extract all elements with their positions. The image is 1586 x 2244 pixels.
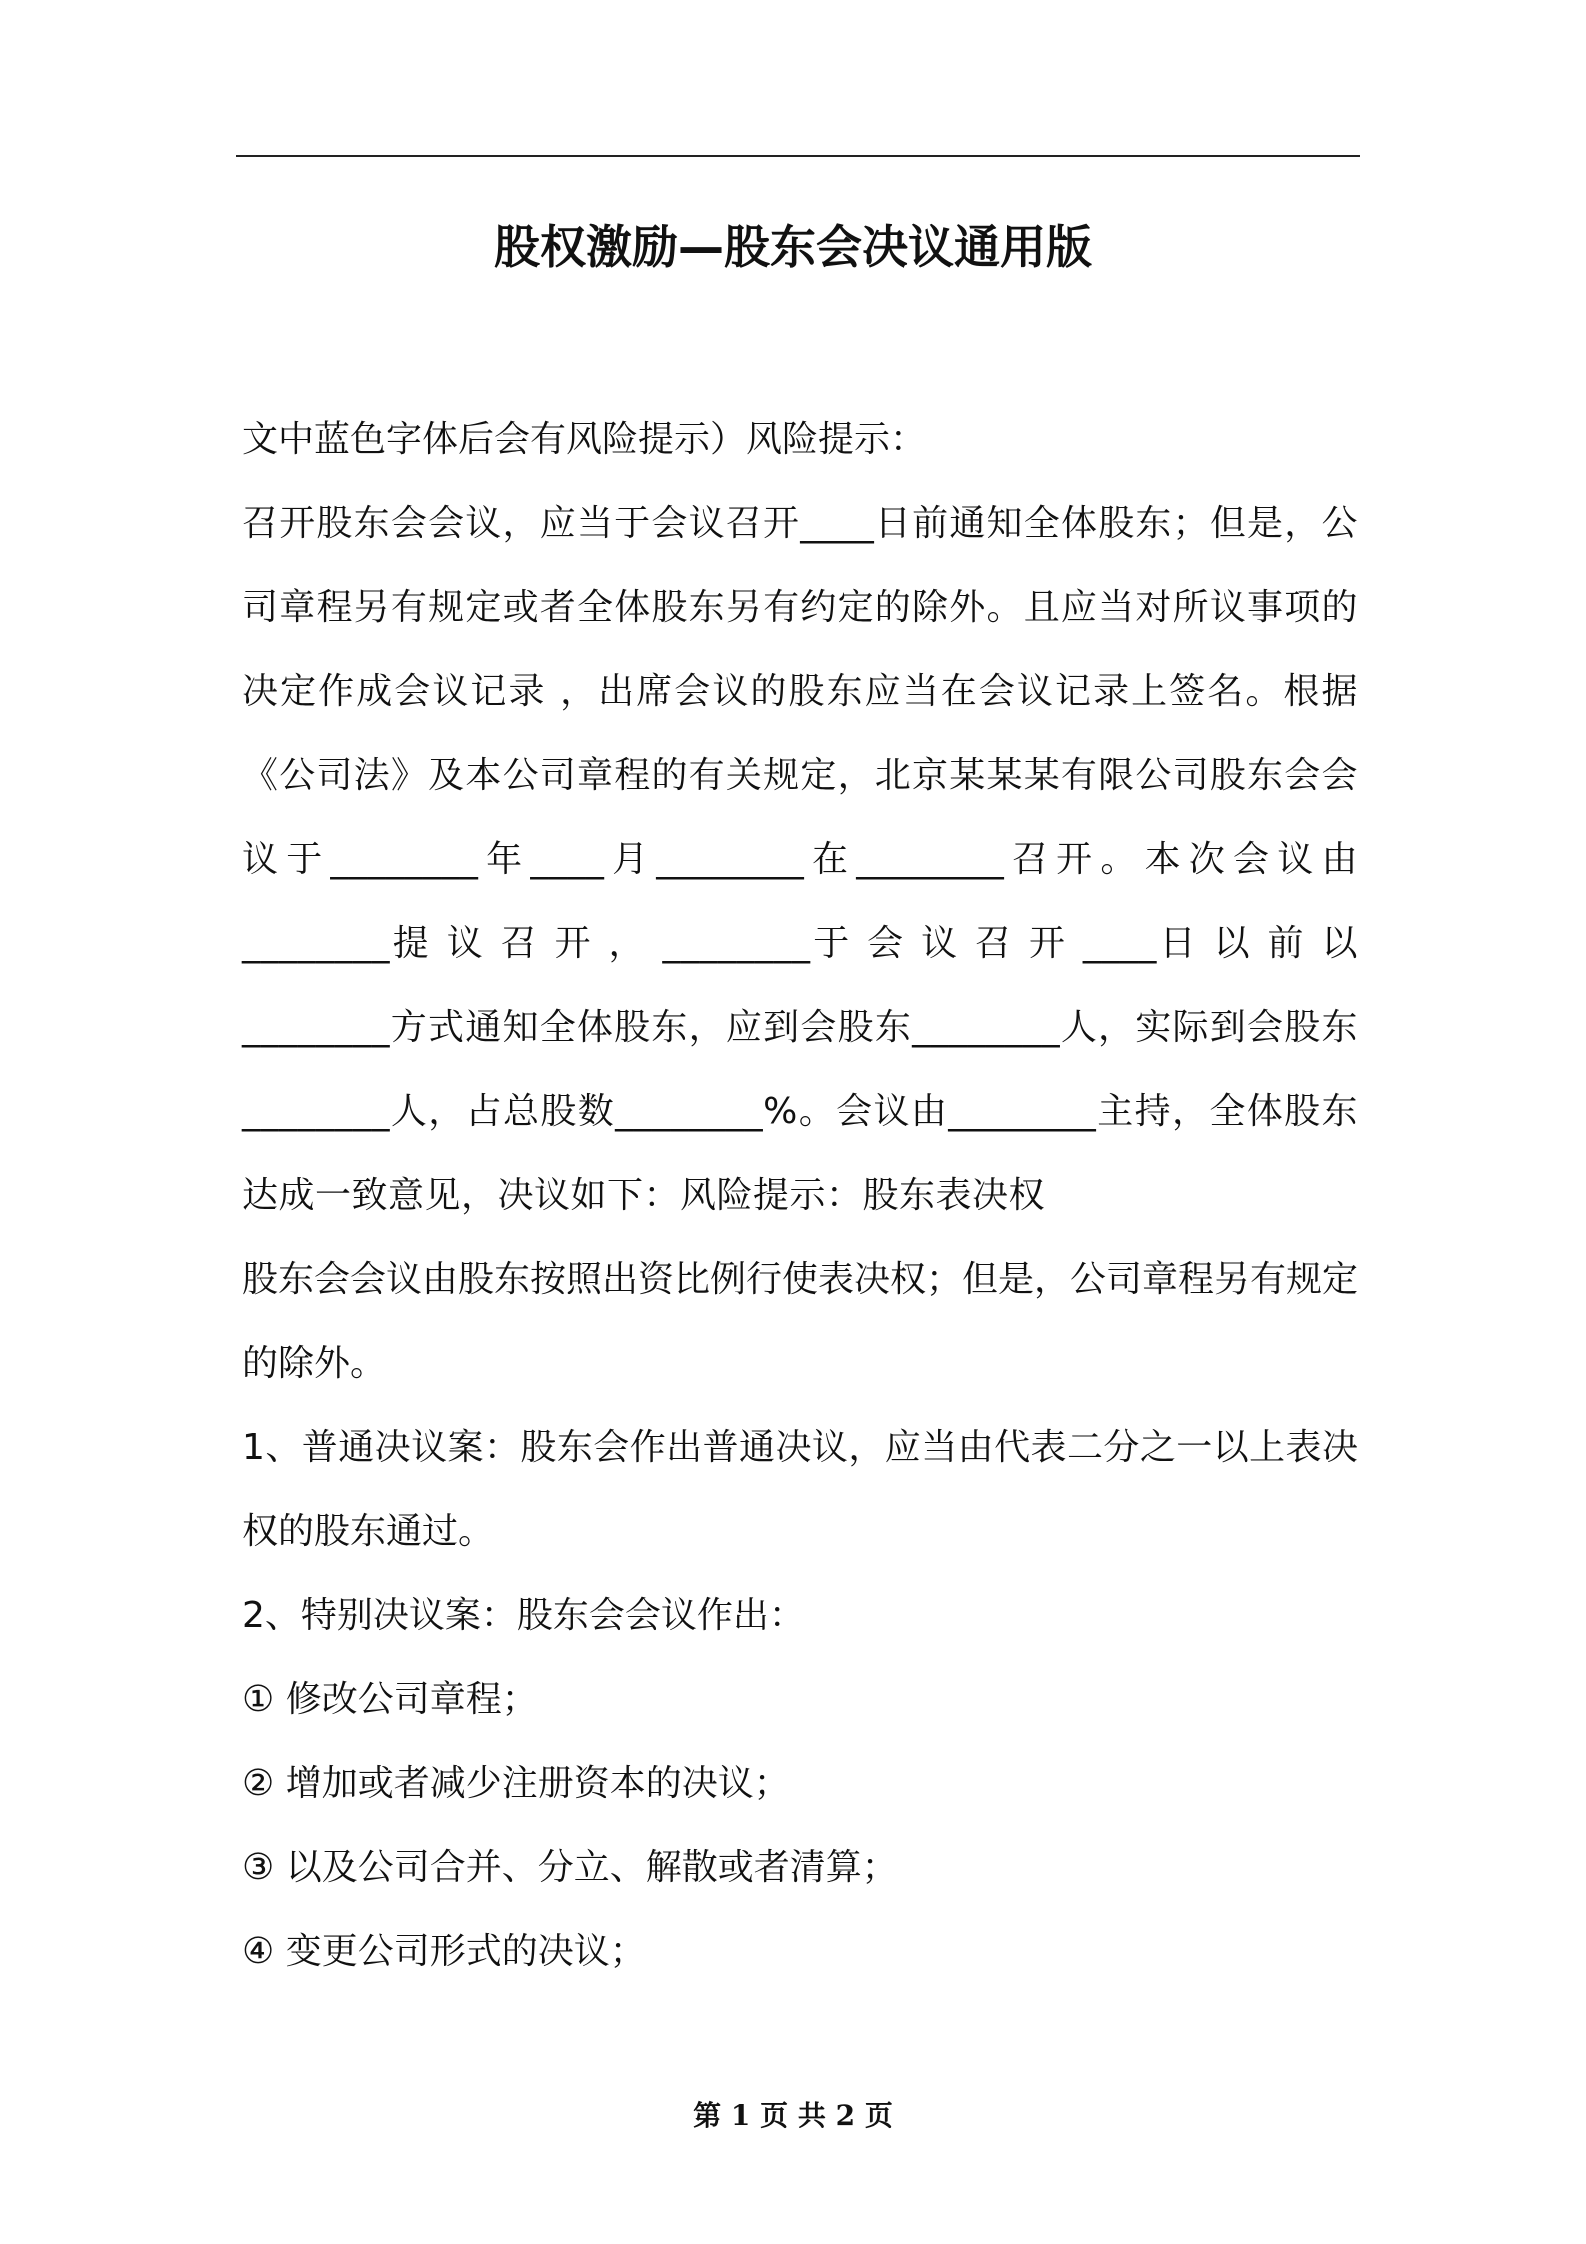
page-number: 第 1 页 共 2 页 — [693, 2099, 893, 2132]
header-rule — [236, 155, 1360, 157]
paragraph-voting-rights: 股东会会议由股东按照出资比例行使表决权；但是，公司章程另有规定的除外。 — [242, 1259, 1359, 1384]
list-item-merger-dissolution: ③ 以及公司合并、分立、解散或者清算； — [242, 1847, 898, 1888]
list-item-capital-change: ② 增加或者减少注册资本的决议； — [242, 1763, 790, 1804]
paragraph-ordinary-resolution: 1、普通决议案：股东会作出普通决议，应当由代表二分之一以上表决权的股东通过。 — [242, 1427, 1358, 1552]
document-body — [242, 398, 1358, 1994]
document-title: 股权激励—股东会决议通用版 — [494, 220, 1092, 274]
paragraph-special-resolution: 2、特别决议案：股东会会议作出： — [242, 1595, 805, 1636]
list-item-change-form: ④ 变更公司形式的决议； — [242, 1931, 646, 1972]
paragraph-risk-note: 文中蓝色字体后会有风险提示）风险提示： — [242, 419, 927, 460]
list-item-amend-articles: ① 修改公司章程； — [242, 1679, 538, 1720]
paragraph-meeting-notice: 召开股东会会议，应当于会议召开____日前通知全体股东；但是，公司章程另有规定或者全体股东另有约定的除外。且应当对所议事项的决定作成会议记录 ，出席会议的股东应当在会议记录上签名。根据《公司法》及本公司章程的有关规定，北京某某某有限公司股东会会议于________年____月________在________召开。本次会议由 ________提 议 召 开 ， ________于 会 议 召 开 ____日 以 前 以________方式通知全体股东，应到会股东________人，实际到会股东________人，占总股数________%。会议由________主持，全体股东达成一致意见，决议如下：风险提示：股东表决权 — [242, 503, 1358, 1216]
